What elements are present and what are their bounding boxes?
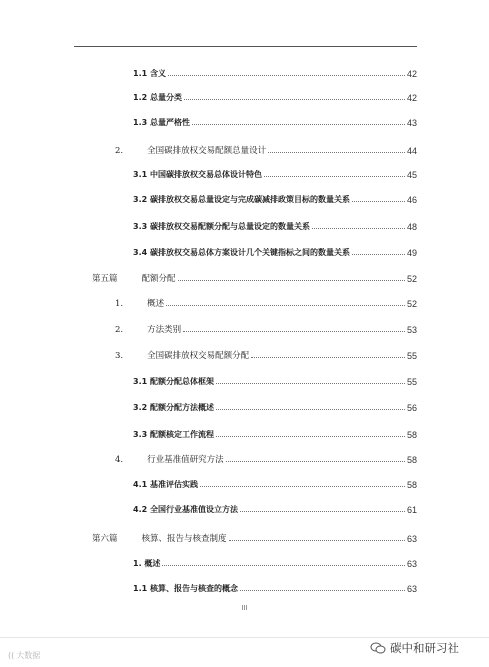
toc-entry-page: 52 <box>406 299 417 309</box>
toc-entry-page: 44 <box>406 146 417 156</box>
toc-entry-page: 61 <box>406 505 417 515</box>
dot-leader <box>264 176 405 177</box>
toc-entry-title: 概述 <box>147 299 165 309</box>
toc-entry[interactable] <box>133 65 417 79</box>
dot-leader <box>229 540 405 541</box>
dot-leader <box>240 511 405 512</box>
toc-entry[interactable] <box>133 89 417 103</box>
toc-entry[interactable] <box>133 114 417 128</box>
toc-entry-title: 配额分配 <box>141 274 176 284</box>
toc-entry[interactable] <box>133 555 417 569</box>
dot-leader <box>312 228 405 229</box>
toc-entry-page: 52 <box>406 274 417 284</box>
toc-entry-page: 45 <box>406 170 417 180</box>
watermark-right <box>370 640 459 656</box>
dot-leader <box>216 383 405 384</box>
toc-entry-page: 58 <box>406 480 417 490</box>
dot-leader <box>226 461 405 462</box>
dot-leader <box>251 357 405 358</box>
toc-entry-number: 2. <box>115 146 124 156</box>
toc-entry[interactable] <box>133 373 417 387</box>
toc-entry-title: 方法类别 <box>147 325 182 335</box>
toc-entry[interactable] <box>115 347 417 361</box>
dot-leader <box>166 305 405 306</box>
wechat-icon <box>370 642 386 654</box>
toc-entry-title: 4.2 全国行业基准值设立方法 <box>133 505 238 514</box>
footer-page-number: III <box>241 605 248 612</box>
toc-entry-page: 42 <box>406 69 417 79</box>
toc-entry-title: 3.3 配额核定工作流程 <box>133 430 214 439</box>
toc-entry[interactable] <box>115 142 417 156</box>
watermark-left <box>8 650 40 661</box>
toc-entry-title: 3.2 配额分配方法概述 <box>133 403 214 412</box>
watermark-right-text: 碳中和研习社 <box>390 641 459 655</box>
toc-entry-title: 1.2 总量分类 <box>133 93 182 102</box>
toc-entry[interactable] <box>133 501 417 515</box>
toc-entry-page: 48 <box>406 222 417 232</box>
toc-entry[interactable] <box>115 321 417 335</box>
dot-leader <box>192 124 405 125</box>
dot-leader <box>352 254 405 255</box>
toc-entry-number: 4. <box>115 455 124 465</box>
toc-entry[interactable] <box>133 191 417 205</box>
sound-wave-icon: (( <box>8 651 15 660</box>
toc-entry-page: 56 <box>406 403 417 413</box>
toc-entry-page: 53 <box>406 325 417 335</box>
toc-entry[interactable] <box>133 426 417 440</box>
toc-entry[interactable] <box>115 451 417 465</box>
dot-leader <box>352 201 405 202</box>
toc-entry-title: 3.1 配额分配总体框架 <box>133 377 214 386</box>
dot-leader <box>168 75 405 76</box>
toc-entry-page: 63 <box>406 584 417 594</box>
toc-entry[interactable] <box>133 244 417 258</box>
dot-leader <box>216 409 405 410</box>
toc-entry[interactable] <box>92 270 417 284</box>
toc-entry-title: 核算、报告与核查制度 <box>141 534 227 544</box>
toc-entry[interactable] <box>92 530 417 544</box>
toc-entry-title: 1.3 总量严格性 <box>133 118 190 127</box>
toc-entry-title: 1. 概述 <box>133 559 161 568</box>
toc-entry-page: 43 <box>406 118 417 128</box>
dot-leader <box>216 436 405 437</box>
header-rule <box>74 46 417 47</box>
toc-entry-page: 63 <box>406 534 417 544</box>
toc-entry[interactable] <box>133 218 417 232</box>
toc-entry[interactable] <box>133 399 417 413</box>
toc-entry-page: 46 <box>406 195 417 205</box>
toc-entry-number: 3. <box>115 351 124 361</box>
toc-entry-page: 58 <box>406 430 417 440</box>
toc-entry-page: 55 <box>406 377 417 387</box>
dot-leader <box>240 590 405 591</box>
dot-leader <box>184 99 405 100</box>
dot-leader <box>183 331 405 332</box>
toc-entry-title: 全国碳排放权交易配额总量设计 <box>147 146 267 156</box>
toc-entry-title: 3.2 碳排放权交易总量设定与完成碳减排政策目标的数量关系 <box>133 195 350 204</box>
toc-entry-title: 行业基准值研究方法 <box>147 455 224 465</box>
toc-entry-title: 1.1 核算、报告与核查的概念 <box>133 584 238 593</box>
toc-entry-page: 49 <box>406 248 417 258</box>
dot-leader <box>178 280 405 281</box>
toc-entry-page: 63 <box>406 559 417 569</box>
toc-entry-number: 第五篇 <box>92 274 118 284</box>
toc-entry-number: 第六篇 <box>92 534 118 544</box>
toc-entry-title: 4.1 基准评估实践 <box>133 480 198 489</box>
toc-entry-page: 58 <box>406 455 417 465</box>
bottom-divider <box>0 637 489 638</box>
dot-leader <box>162 565 405 566</box>
toc-entry-number: 2. <box>115 325 124 335</box>
toc-entry-title: 3.4 碳排放权交易总体方案设计几个关键指标之间的数量关系 <box>133 248 350 257</box>
toc-entry-title: 全国碳排放权交易配额分配 <box>147 351 250 361</box>
toc-entry-title: 1.1 含义 <box>133 69 166 78</box>
toc-entry-title: 3.1 中国碳排放权交易总体设计特色 <box>133 170 262 179</box>
toc-entry-number: 1. <box>115 299 124 309</box>
toc-entry-page: 42 <box>406 93 417 103</box>
toc-entry-page: 55 <box>406 351 417 361</box>
watermark-left-text: 大数据 <box>16 651 41 660</box>
dot-leader <box>200 486 405 487</box>
toc-entry[interactable] <box>115 295 417 309</box>
dot-leader <box>268 152 405 153</box>
toc-entry-title: 3.3 碳排放权交易配额分配与总量设定的数量关系 <box>133 222 310 231</box>
toc-entry[interactable] <box>133 166 417 180</box>
toc-entry[interactable] <box>133 476 417 490</box>
toc-entry[interactable] <box>133 580 417 594</box>
